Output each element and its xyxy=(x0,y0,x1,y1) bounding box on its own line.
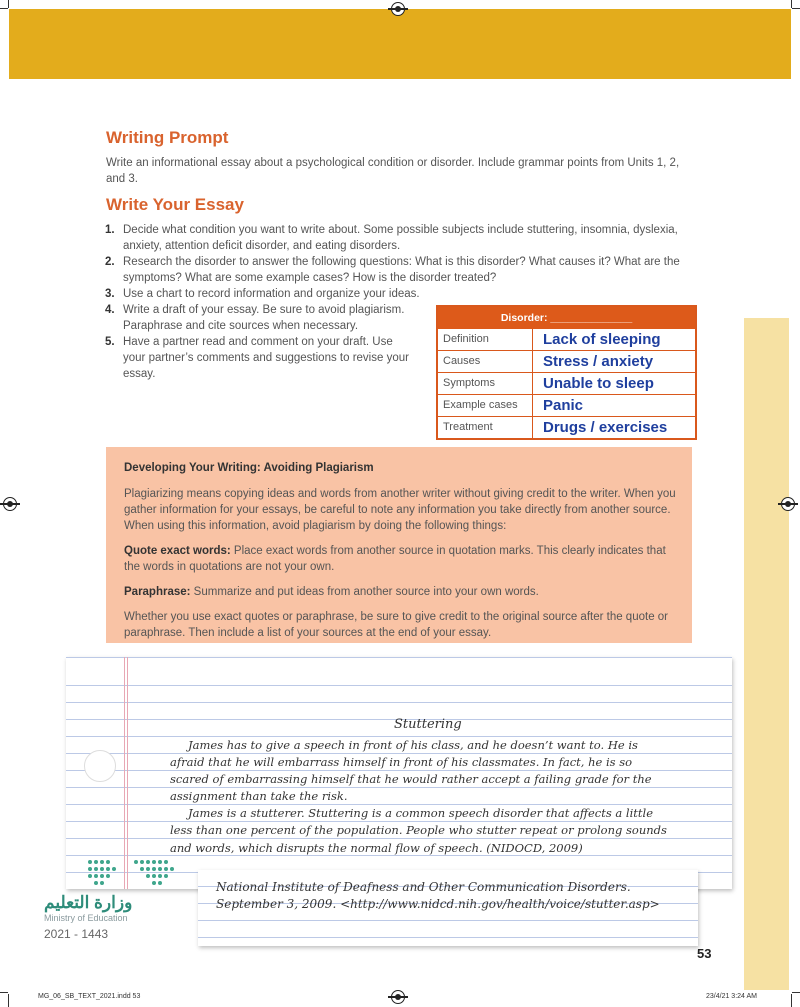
essay-line: James has to give a speech in front of his class, and he doesn’t want to. He is xyxy=(188,738,638,752)
plagiarism-tip-box xyxy=(106,447,692,643)
row-label: Symptoms xyxy=(438,373,533,394)
tip-title: Developing Your Writing: Avoiding Plagiarism xyxy=(124,462,374,474)
footer-datetime: 23/4/21 3:24 AM xyxy=(706,993,757,1000)
row-value: Lack of sleeping xyxy=(543,331,661,348)
punch-hole xyxy=(84,750,116,782)
tip-paraphrase xyxy=(124,584,684,600)
page-number: 53 xyxy=(697,946,712,961)
registration-mark-icon xyxy=(781,497,795,511)
row-value: Panic xyxy=(543,397,584,414)
crop-mark xyxy=(0,992,8,993)
table-row xyxy=(438,350,695,372)
list-item xyxy=(105,254,695,286)
tip-quote-label: Quote exact words: xyxy=(124,545,231,557)
step-text: Research the disorder to answer the following questions: What is this disorder? What causes it? What are the symptoms? What are some example cases? How is the disorder treated? xyxy=(123,256,680,284)
step-text: Write a draft of your essay. Be sure to avoid plagiarism. Paraphrase and cite sources when necessary. xyxy=(123,304,405,332)
tip-paraphrase-text: Summarize and put ideas from another source into your own words. xyxy=(190,586,539,598)
essay-line: less than one percent of the population. People who stutter repeat or prolong sounds xyxy=(170,823,667,838)
step-number: 2. xyxy=(105,256,115,268)
crop-mark xyxy=(791,994,792,1007)
row-label: Causes xyxy=(438,351,533,372)
registration-mark-icon xyxy=(3,497,17,511)
tip-paraphrase-label: Paraphrase: xyxy=(124,586,191,598)
row-value: Stress / anxiety xyxy=(543,353,654,370)
top-color-band xyxy=(9,9,791,79)
write-essay-title: Write Your Essay xyxy=(106,195,244,214)
writing-prompt-section xyxy=(106,128,696,187)
tip-quote-text: Place exact words from another source in quotation marks. This clearly indicates that the words in quotations are not your own. xyxy=(124,545,666,573)
row-label: Example cases xyxy=(438,395,533,416)
writing-prompt-title: Writing Prompt xyxy=(106,128,229,147)
ministry-english-name: Ministry of Education xyxy=(44,913,128,923)
essay-line: afraid that he will embarrass himself in front of his classmates. In fact, he is so xyxy=(170,755,633,770)
table-row xyxy=(438,394,695,416)
essay-line: James is a stutterer. Stuttering is a common speech disorder that affects a little xyxy=(188,806,654,821)
registration-mark-icon xyxy=(391,990,405,1004)
list-item xyxy=(105,334,413,382)
margin-line xyxy=(124,657,125,889)
write-essay-section xyxy=(106,195,244,215)
crop-mark xyxy=(8,0,9,8)
crop-mark xyxy=(8,994,9,1007)
writing-prompt-text: Write an informational essay about a psychological condition or disorder. Include grammar points from Units 1, 2, and 3. xyxy=(106,157,680,185)
list-item xyxy=(105,222,693,254)
step-number: 3. xyxy=(105,288,115,300)
table-row xyxy=(438,329,695,350)
row-label: Treatment xyxy=(438,417,533,438)
registration-mark-icon xyxy=(391,2,405,16)
essay-line: and words, which disrupts the normal flow of speech. (NIDOCD, 2009) xyxy=(170,840,583,855)
crop-mark xyxy=(792,992,800,993)
citation-line: National Institute of Deafness and Other Communication Disorders. xyxy=(216,880,631,894)
right-side-tab xyxy=(744,318,789,990)
tip-intro: Plagiarizing means copying ideas and words from another writer without giving credit to the writer. When you gather information for your essays, be careful to note any information you take directly from another source. When using this information, avoid plagiarism by doing the following things: xyxy=(124,488,676,532)
crop-mark xyxy=(0,8,8,9)
list-item xyxy=(105,302,423,334)
essay-body xyxy=(170,737,720,857)
academic-year: 2021 - 1443 xyxy=(44,927,109,941)
margin-line xyxy=(127,657,128,889)
table-row xyxy=(438,372,695,394)
citation-line: September 3, 2009. <http://www.nidcd.nih.gov/health/voice/stutter.asp> xyxy=(216,897,660,912)
essay-line: scared of embarrassing himself that he would rather accept a failing grade for the xyxy=(170,772,652,787)
ministry-arabic-name: وزارة التعليم xyxy=(44,893,133,912)
step-text: Have a partner read and comment on your draft. Use your partner’s comments and suggestions to revise your essay. xyxy=(123,336,409,380)
step-text: Use a chart to record information and organize your ideas. xyxy=(123,288,420,300)
crop-mark xyxy=(792,8,800,9)
crop-mark xyxy=(791,0,792,8)
step-number: 4. xyxy=(105,304,115,316)
step-number: 5. xyxy=(105,336,115,348)
chart-header: Disorder: ______________ xyxy=(438,307,695,329)
table-row xyxy=(438,416,695,438)
essay-line: assignment than take the risk. xyxy=(170,789,348,804)
essay-title: Stuttering xyxy=(394,717,462,732)
row-label: Definition xyxy=(438,329,533,350)
row-value: Drugs / exercises xyxy=(543,419,668,436)
tip-closing: Whether you use exact quotes or paraphrase, be sure to give credit to the original source after the quote or paraphrase. Then include a list of your sources at the end of your essay. xyxy=(124,611,669,639)
list-item xyxy=(105,286,695,302)
disorder-chart xyxy=(436,305,697,440)
ministry-logo-icon xyxy=(86,858,176,888)
step-text: Decide what condition you want to write about. Some possible subjects include stuttering, insomnia, dyslexia, anxiety, attention deficit disorder, and eating disorders. xyxy=(123,224,678,252)
row-value: Unable to sleep xyxy=(543,375,654,392)
tip-quote xyxy=(124,543,684,575)
footer-filename: MG_06_SB_TEXT_2021.indd 53 xyxy=(38,993,141,1000)
citation-text xyxy=(216,879,686,913)
step-number: 1. xyxy=(105,224,115,236)
